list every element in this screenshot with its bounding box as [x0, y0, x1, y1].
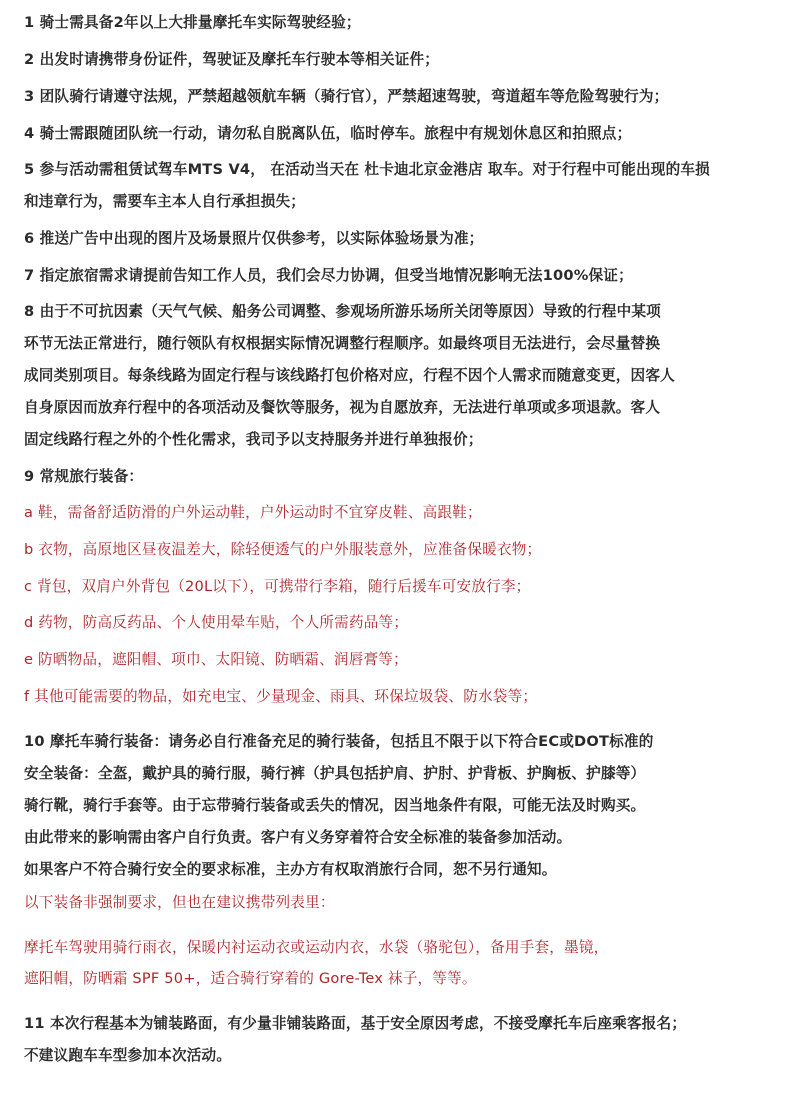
- rule-8-line-2: 环节无法正常进行，随行领队有权根据实际情况调整行程顺序。如最终项目无法进行，会尽量替换: [24, 335, 661, 352]
- rule-3: 3 团队骑行请遵守法规，严禁超越领航车辆（骑行官），严禁超速驾驶，弯道超车等危险驾驶行为；: [24, 88, 669, 105]
- rule-10-line-4: 由此带来的影响需由客户自行负责。客户有义务穿着符合安全标准的装备参加活动。: [24, 829, 572, 846]
- rule-9-item-f: f 其他可能需要的物品，如充电宝、少量现金、雨具、环保垃圾袋、防水袋等；: [24, 688, 538, 705]
- rule-6: 6 推送广告中出现的图片及场景照片仅供参考，以实际体验场景为准；: [24, 230, 484, 247]
- rule-9-heading: 9 常规旅行装备：: [24, 468, 144, 485]
- rule-8-line-5: 固定线路行程之外的个性化需求，我司予以支持服务并进行单独报价；: [24, 431, 483, 448]
- rule-11-line-2: 不建议跑车车型参加本次活动。: [24, 1047, 232, 1064]
- rule-10-line-3: 骑行靴，骑行手套等。由于忘带骑行装备或丢失的情况，因当地条件有限，可能无法及时购买。: [24, 797, 646, 814]
- rule-8-line-4: 自身原因而放弃行程中的各项活动及餐饮等服务，视为自愿放弃，无法进行单项或多项退款。客人: [24, 399, 661, 416]
- rule-8-line-1: 8 由于不可抗因素（天气气候、船务公司调整、参观场所游乐场所关闭等原因）导致的行程中某项: [24, 303, 661, 320]
- rule-5-line-1: 5 参与活动需租赁试驾车MTS V4， 在活动当天在 杜卡迪北京金港店 取车。对于行程中可能出现的车损: [24, 161, 710, 178]
- rule-11-line-1: 11 本次行程基本为铺装路面，有少量非铺装路面，基于安全原因考虑，不接受摩托车后座乘客报名；: [24, 1015, 687, 1032]
- rule-5-line-2: 和违章行为，需要车主本人自行承担损失；: [24, 193, 306, 210]
- rule-9-item-a: a 鞋，需备舒适防滑的户外运动鞋，户外运动时不宜穿皮鞋、高跟鞋；: [24, 504, 482, 521]
- rule-4: 4 骑士需跟随团队统一行动，请勿私自脱离队伍，临时停车。旅程中有规划休息区和拍照点；: [24, 125, 632, 142]
- rule-2: 2 出发时请携带身份证件，驾驶证及摩托车行驶本等相关证件；: [24, 51, 440, 68]
- rule-10-line-5: 如果客户不符合骑行安全的要求标准，主办方有权取消旅行合同，恕不另行通知。: [24, 861, 557, 878]
- rule-9-item-b: b 衣物，高原地区昼夜温差大，除轻便透气的户外服装意外，应准备保暖衣物；: [24, 541, 542, 558]
- rule-10-line-1: 10 摩托车骑行装备：请务必自行准备充足的骑行装备，包括且不限于以下符合EC或DOT标准的: [24, 733, 654, 750]
- recommended-gear-title: 以下装备非强制要求，但也在建议携带列表里：: [24, 894, 335, 911]
- rule-8-line-3: 成同类别项目。每条线路为固定行程与该线路打包价格对应，行程不因个人需求而随意变更，因客人: [24, 367, 675, 384]
- rule-9-item-c: c 背包，双肩户外背包（20L以下），可携带行李箱，随行后援车可安放行李；: [24, 578, 531, 595]
- notice-document: [24, 0, 794, 1094]
- rule-10-line-2: 安全装备：全盔，戴护具的骑行服，骑行裤（护具包括护肩、护肘、护背板、护胸板、护膝等）: [24, 765, 646, 782]
- rule-9-item-d: d 药物，防高反药品、个人使用晕车贴，个人所需药品等；: [24, 614, 409, 631]
- rule-7: 7 指定旅宿需求请提前告知工作人员，我们会尽力协调，但受当地情况影响无法100%保证；: [24, 267, 633, 284]
- recommended-gear-line-2: 遮阳帽，防晒霜 SPF 50+，适合骑行穿着的 Gore-Tex 袜子，等等。: [24, 970, 477, 987]
- rule-1: 1 骑士需具备2年以上大排量摩托车实际驾驶经验；: [24, 14, 361, 31]
- rule-9-item-e: e 防晒物品，遮阳帽、项巾、太阳镜、防晒霜、润唇膏等；: [24, 651, 408, 668]
- recommended-gear-line-1: 摩托车驾驶用骑行雨衣，保暖内衬运动衣或运动内衣，水袋（骆驼包），备用手套，墨镜，: [24, 939, 609, 956]
